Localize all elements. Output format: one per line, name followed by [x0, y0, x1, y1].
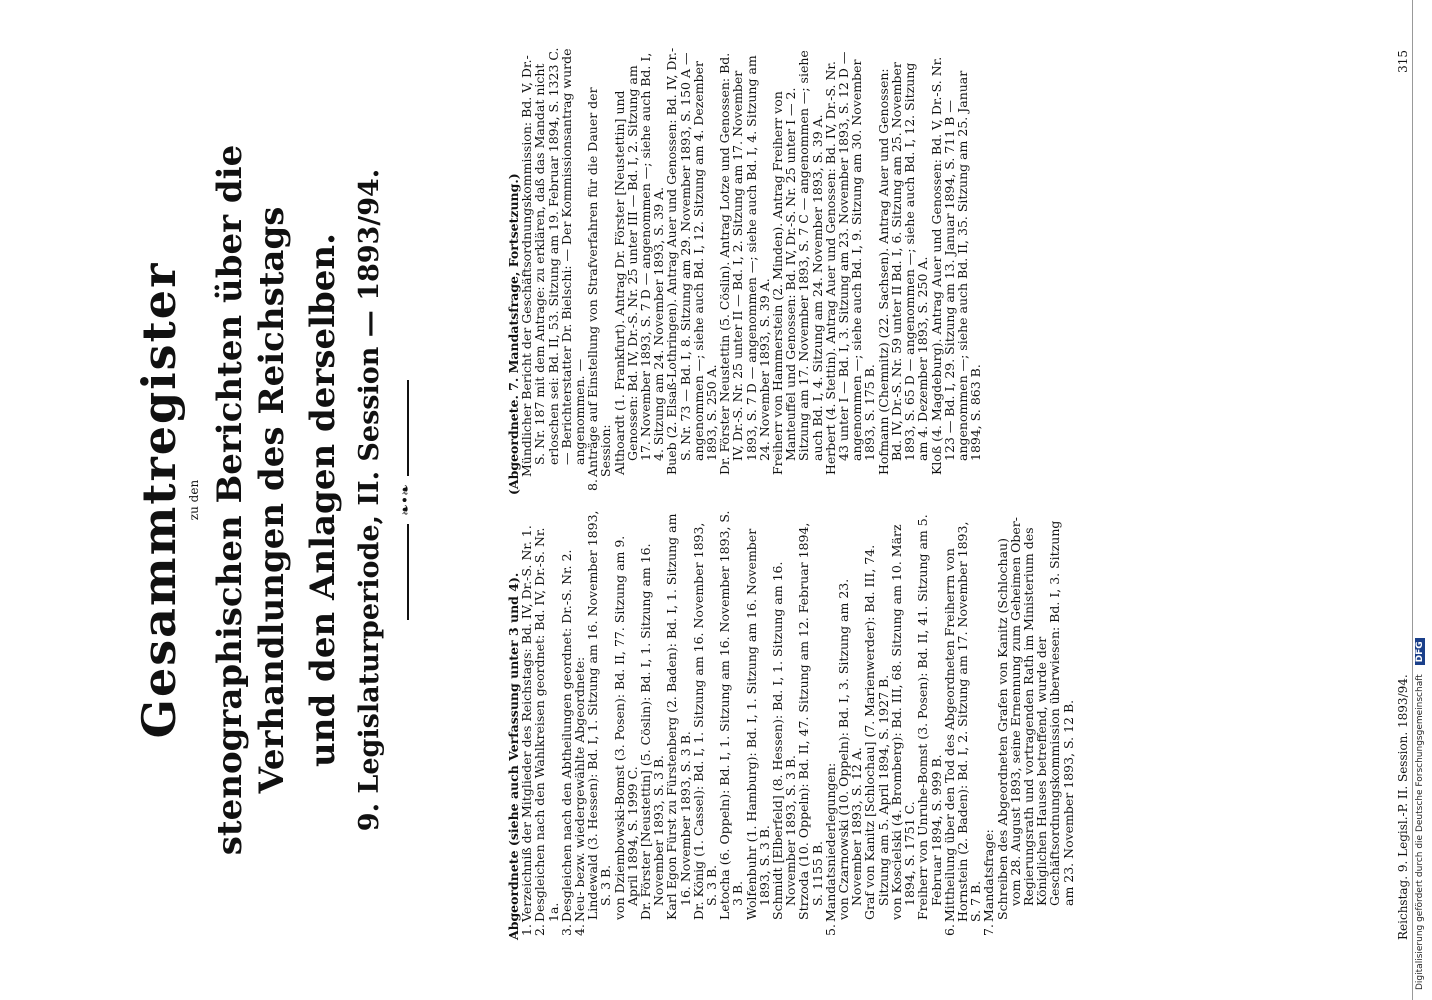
- sub-entry: von Koscielski (4. Bromberg): Bd. III, 68. Sitzung am 10. März 1894, S. 1751 C.: [888, 524, 918, 920]
- list-item: 6. Mittheilung über den Tod des Abgeordneten Freiherrn von Hornstein (2. Baden): Bd. I, 2. Sitzung am 17. November 1893, S. 7 B.: [941, 521, 984, 936]
- sub-entry: Schmidt [Elberfeld] (8. Hessen): Bd. I, 1. Sitzung am 16. November 1893, S. 3 B.: [770, 561, 799, 920]
- funding-notice: Digitalisierung gefördert durch die Deutsche Forschungsgemeinschaft: [1415, 674, 1425, 990]
- sub-entry: Schreiben des Abgeordneten Grafen von Kanitz (Schlochau) vom 28. August 1893, seine Ernennung zum Geheimen Ober-Regierungsrath und vortragenden Rath im Ministerium des Königlichen Hauses betreffend, wurde der Geschäftsordnungskommission überwiesen: Bd. I, 3. Sitzung am 23. November 1893, S. 12 B.: [994, 517, 1076, 920]
- list-item: 1. Verzeichniß der Mitglieder des Reichstags: Bd. IV, Dr.-S. Nr. 1.: [519, 525, 535, 936]
- ornament-icon: ❧•❧: [398, 484, 415, 516]
- page-number: 315: [1396, 50, 1410, 73]
- list-item: 3. Desgleichen nach den Abtheilungen geordnet: Dr.-S. Nr. 2.: [558, 549, 574, 936]
- sub-entry: Dr. Förster Neustettin (5. Cöslin). Antrag Lotze und Genossen: Bd. IV, Dr.-S. Nr. 25 unter II — Bd. I, 2. Sitzung am 17. November 1893, S. 7 D — angenommen —; siehe auch Bd. I, 4. Sitzung am 24. November 1893, S. 39 A.: [717, 52, 772, 475]
- zu-den-label: zu den: [186, 479, 201, 521]
- page-footer: Reichstag. 9. Legisl.-P. II. Session. 1893/94.: [1396, 674, 1410, 940]
- report-entry: Mündlicher Bericht der Geschäftsordnungskommission: Bd. V, Dr.-S. Nr. 187 mit dem Antrage: zu erklären, daß das Mandat nicht erloschen sei: Bd. II, 53. Sitzung am 19. Februar 1894, S. 1323 C. — Berichterstatter Dr. Bielschi: — Der Kommissionsantrag wurde angenommen. —: [519, 47, 588, 477]
- sub-entry: von Czarnowski (10. Oppeln): Bd. I, 3. Sitzung am 23. November 1893, S. 12 A.: [836, 578, 865, 920]
- title-block: [120, 70, 415, 930]
- sub-entry: Wolfenbuhr (1. Hamburg): Bd. I, 1. Sitzung am 16. November 1893, S. 3 B.: [743, 528, 772, 920]
- list-item: 7. Mandatsfrage:: [981, 829, 997, 936]
- sub-entry: Freiherr von Unruhe-Bomst (3. Posen): Bd. II, 41. Sitzung am 5. Februar 1894, S. 999 B.: [915, 514, 944, 920]
- sub-entry: Karl Egon Fürst zu Fürstenberg (2. Baden): Bd. I, 1. Sitzung am 16. November 1893, S. 3 B.: [664, 513, 693, 920]
- sub-entry: Letocha (6. Oppeln): Bd. I, 1. Sitzung am 16. November 1893, S. 3 B.: [717, 510, 746, 920]
- sub-entry: Graf von Kanitz [Schlochau] (7. Marienwerder): Bd. III, 74. Sitzung am 5. April 1894, S. 1927 B.: [862, 544, 891, 920]
- sub-entry: Bueb (2. Elsaß-Lothringen). Antrag Auer und Genossen: Bd. IV, Dr.-S. Nr. 73 — Bd. I, 8. Sitzung am 29. November 1893, S. 150 A — angenommen —; siehe auch Bd. I, 12. Sitzung am 4. Dezember 1893, S. 250 A.: [664, 47, 720, 475]
- ornamental-rule: [398, 380, 415, 620]
- sub-entry: von Dziembowski-Bomst (3. Posen): Bd. II, 77. Sitzung am 9. April 1894, S. 1999 C.: [611, 535, 640, 920]
- right-column: [507, 45, 982, 495]
- list-item: 2. Desgleichen nach den Wahlkreisen geordnet: Bd. IV, Dr.-S. Nr. 1a.: [532, 527, 561, 936]
- subtitle-line-2: und den Anlagen derselben.: [302, 233, 343, 767]
- continuation-heading: (Abgeordnete. 7. Mandatsfrage, Fortsetzung.): [506, 173, 521, 495]
- section-heading: Abgeordnete (siehe auch Verfassung unter 3 und 4).: [506, 572, 521, 940]
- sub-entry: Kloß (4. Magdeburg). Antrag Auer und Genossen: Bd. V, Dr.-S. Nr. 123 — Bd. I, 29. Sitzung am 13. Januar 1894, S. 711 B — angenommen —; siehe auch Bd. II, 35. Sitzung am 25. Januar 1894, S. 863 B.: [928, 56, 984, 475]
- sub-entry: Lindewald (3. Hessen): Bd. I, 1. Sitzung am 16. November 1893, S. 3 B.: [585, 510, 614, 920]
- sub-entry: Althoardt (1. Frankfurt). Antrag Dr. Förster [Neustettin] und Genossen: Bd. IV, Dr.-S. Nr. 25 unter III — Bd. I, 2. Sitzung am 17. November 1893, S. 7 D — angenommen —; siehe auch Bd. I, 4. Sitzung am 24. November 1893, S. 39 A.: [611, 52, 667, 475]
- subtitle-line-1: stenographischen Berichten über die Verhandlungen des Reichstags: [209, 144, 293, 856]
- sub-entry: Dr. Förster [Neustettin] (5. Cöslin): Bd. I, 1. Sitzung am 16. November 1893, S. 3 B.: [638, 543, 667, 920]
- sub-entry: Freiherr von Hammerstein (2. Minden). Antrag Freiherr von Manteuffel und Genossen: Bd. IV, Dr.-S. Nr. 25 unter I — 2. Sitzung am 17. November 1893, S. 7 C — angenommen —; siehe auch Bd. I, 4. Sitzung am 24. November 1893, S. 39 A.: [770, 50, 825, 475]
- main-title: Gesammtregister: [132, 261, 186, 739]
- list-item: 4. Neu- bezw. wiedergewählte Abgeordnete:: [572, 656, 588, 936]
- digitization-margin: [1412, 0, 1432, 1000]
- list-item: 5. Mandatsniederlegungen:: [822, 762, 838, 936]
- sub-entry: Hofmann (Chemnitz) (22. Sachsen). Antrag Auer und Genossen: Bd. IV, Dr.-S. Nr. 59 unter II Bd. I, 6. Sitzung am 25. November 1893, S. 65 D — angenommen —; siehe auch Bd. I, 12. Sitzung am 4. Dezember 1893, S. 250 A.: [875, 62, 931, 475]
- sub-entry: Strzoda (10. Oppeln): Bd. II, 47. Sitzung am 12. Februar 1894, S. 1155 B.: [796, 522, 825, 920]
- left-column: [507, 510, 1075, 940]
- legislative-period: 9. Legislaturperiode, II. Session — 1893/94.: [354, 168, 386, 832]
- dfg-logo: DFG: [1415, 638, 1425, 665]
- list-item: 8. Anträge auf Einstellung von Strafverfahren für die Dauer der Session:: [585, 87, 614, 491]
- sub-entry: Dr. König (1. Cassel): Bd. I, 1. Sitzung am 16. November 1893, S. 3 B.: [690, 522, 720, 920]
- sub-entry: Herbert (4. Stettin). Antrag Auer und Genossen: Bd. IV, Dr.-S. Nr. 43 unter I — Bd. I, 3. Sitzung am 23. November 1893, S. 12 D — angenommen —; siehe auch Bd. I, 9. Sitzung am 30. November 1893, S. 175 B.: [822, 51, 878, 475]
